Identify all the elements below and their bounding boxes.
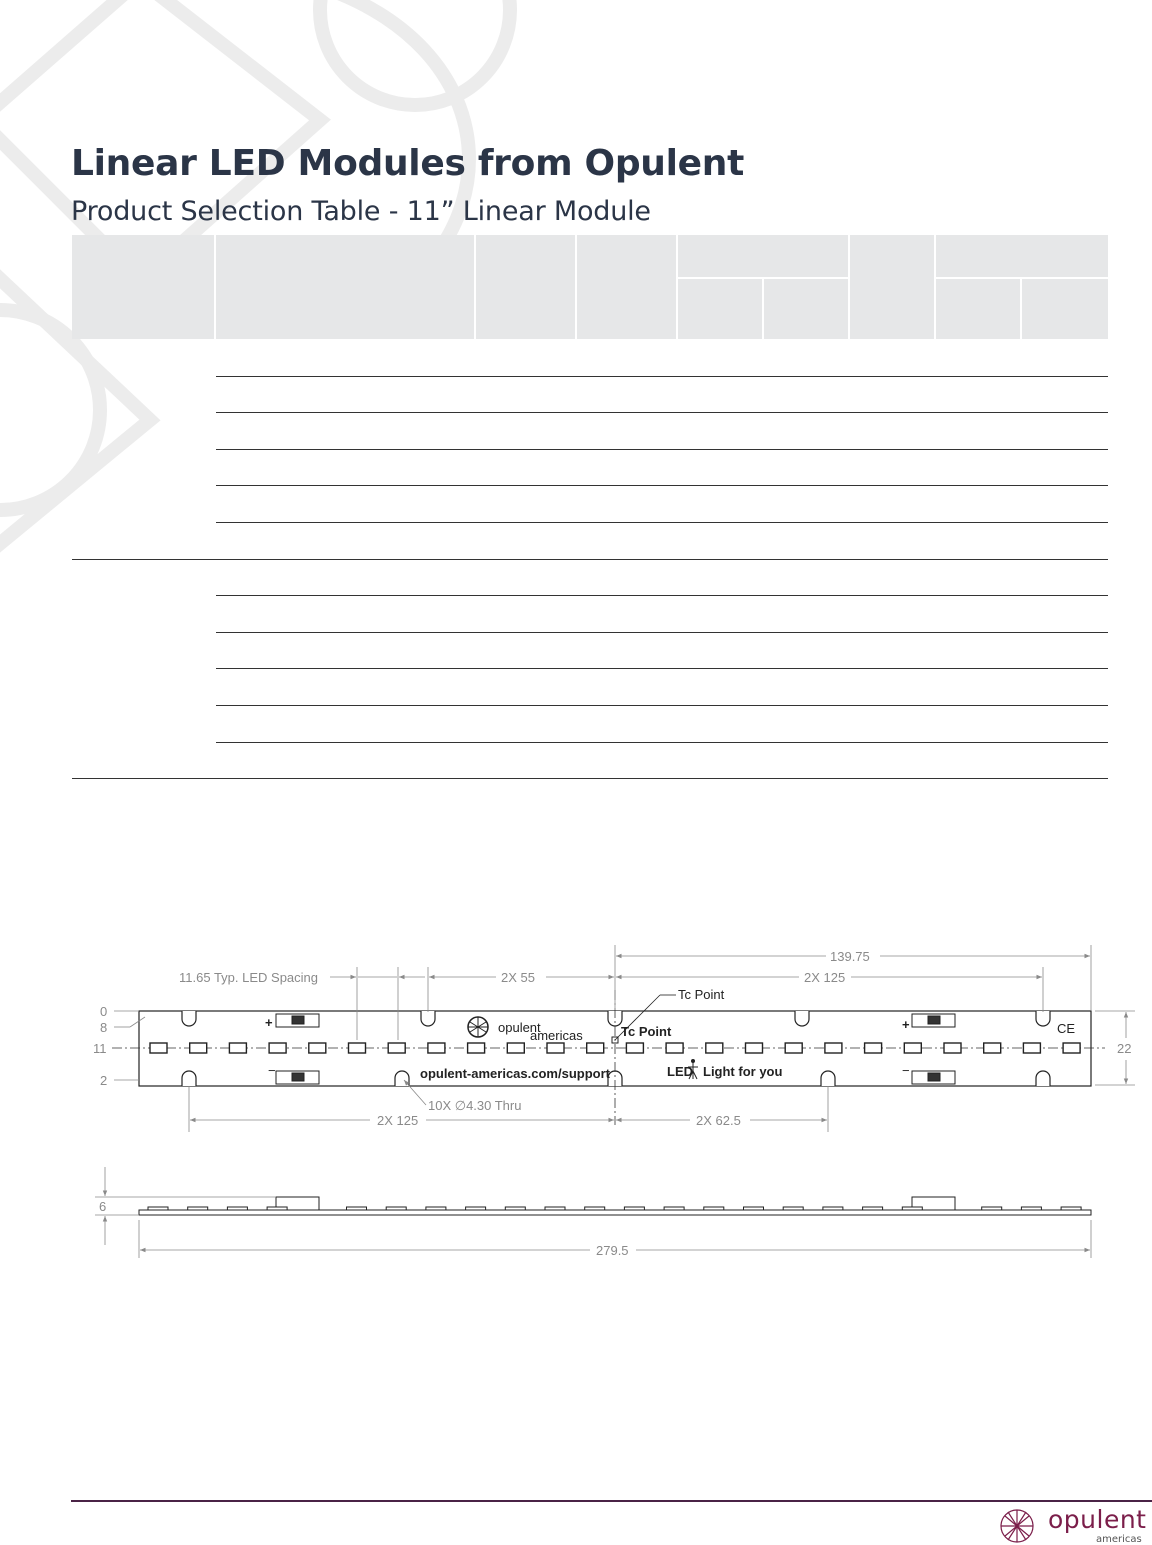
dim-2: 2 [100, 1073, 108, 1088]
connector-top-left [276, 1014, 319, 1027]
tc-point-board-label: Tc Point [621, 1024, 672, 1039]
dim-279-5: 279.5 [596, 1243, 629, 1258]
board-brand-sub: americas [530, 1028, 583, 1043]
led-emitter [507, 1043, 524, 1053]
connector-bottom-right [912, 1071, 955, 1084]
side-led [902, 1207, 922, 1210]
led-emitter [428, 1043, 445, 1053]
led-emitter [1063, 1043, 1080, 1053]
led-emitter [269, 1043, 286, 1053]
side-led [148, 1207, 168, 1210]
side-led [386, 1207, 406, 1210]
led-emitter [388, 1043, 405, 1053]
side-led [267, 1207, 287, 1210]
led-emitter [785, 1043, 802, 1053]
side-led [347, 1207, 367, 1210]
side-view [139, 1197, 1091, 1215]
side-led [545, 1207, 565, 1210]
board-led-text: LED [667, 1064, 693, 1079]
footer-rule [71, 1500, 1152, 1502]
minus-sign: − [268, 1063, 276, 1078]
board-logo-icon [468, 1017, 488, 1037]
side-led [744, 1207, 764, 1210]
side-led [704, 1207, 724, 1210]
side-led [863, 1207, 883, 1210]
footer-logo-icon [998, 1507, 1036, 1545]
led-emitter [706, 1043, 723, 1053]
led-emitter [150, 1043, 167, 1053]
page-subtitle: Product Selection Table - 11” Linear Module [71, 196, 651, 227]
led-emitter [547, 1043, 564, 1053]
mounting-hole [1036, 1011, 1050, 1026]
mounting-hole [795, 1011, 809, 1026]
led-emitter [984, 1043, 1001, 1053]
mounting-hole [821, 1071, 835, 1086]
plus-sign: + [265, 1015, 273, 1030]
led-emitter [746, 1043, 763, 1053]
side-led [426, 1207, 446, 1210]
led-emitter [229, 1043, 246, 1053]
side-led [585, 1207, 605, 1210]
led-emitter [904, 1043, 921, 1053]
side-led [188, 1207, 208, 1210]
dim-holes: 10X ∅4.30 Thru [428, 1098, 522, 1113]
side-led [466, 1207, 486, 1210]
led-emitter [865, 1043, 882, 1053]
side-led [1061, 1207, 1081, 1210]
connector-bottom-left [276, 1071, 319, 1084]
plus-sign: + [902, 1017, 910, 1032]
led-emitter [587, 1043, 604, 1053]
board-tagline: Light for you [703, 1064, 783, 1079]
dim-2x62-5: 2X 62.5 [696, 1113, 741, 1128]
side-led [624, 1207, 644, 1210]
ce-mark: CE [1057, 1021, 1076, 1036]
mounting-hole [182, 1011, 196, 1026]
mounting-hole [1036, 1071, 1050, 1086]
side-led [227, 1207, 247, 1210]
board-url: opulent-americas.com/support [420, 1066, 610, 1081]
mounting-hole [421, 1011, 435, 1026]
dim-2x55: 2X 55 [501, 970, 535, 985]
led-emitter [309, 1043, 326, 1053]
side-led [783, 1207, 803, 1210]
dim-139-75: 139.75 [830, 949, 870, 964]
led-emitter [666, 1043, 683, 1053]
led-emitter [944, 1043, 961, 1053]
dim-2x125-bottom: 2X 125 [377, 1113, 419, 1128]
led-emitter [825, 1043, 842, 1053]
dim-6: 6 [99, 1199, 107, 1214]
led-emitter [468, 1043, 485, 1053]
dim-0: 0 [100, 1004, 108, 1019]
led-emitter [1023, 1043, 1040, 1053]
minus-sign: − [902, 1063, 910, 1078]
tc-point-label: Tc Point [678, 987, 725, 1002]
connector-top-right [912, 1014, 955, 1027]
dim-22: 22 [1117, 1041, 1132, 1056]
page-title: Linear LED Modules from Opulent [71, 143, 745, 184]
led-emitter [626, 1043, 643, 1053]
side-led [1021, 1207, 1041, 1210]
side-led [982, 1207, 1002, 1210]
led-emitter [190, 1043, 207, 1053]
side-led [823, 1207, 843, 1210]
dim-8: 8 [100, 1020, 108, 1035]
side-led [664, 1207, 684, 1210]
led-emitter [349, 1043, 366, 1053]
mounting-hole [182, 1071, 196, 1086]
side-led [505, 1207, 525, 1210]
footer-logo-sub: americas [1096, 1534, 1142, 1545]
dim-11: 11 [93, 1041, 107, 1056]
dim-led-spacing: 11.65 Typ. LED Spacing [179, 970, 319, 985]
dim-2x125-top: 2X 125 [804, 970, 846, 985]
footer-logo-text: opulent [1048, 1505, 1147, 1534]
board-brand: opulent [498, 1020, 541, 1035]
